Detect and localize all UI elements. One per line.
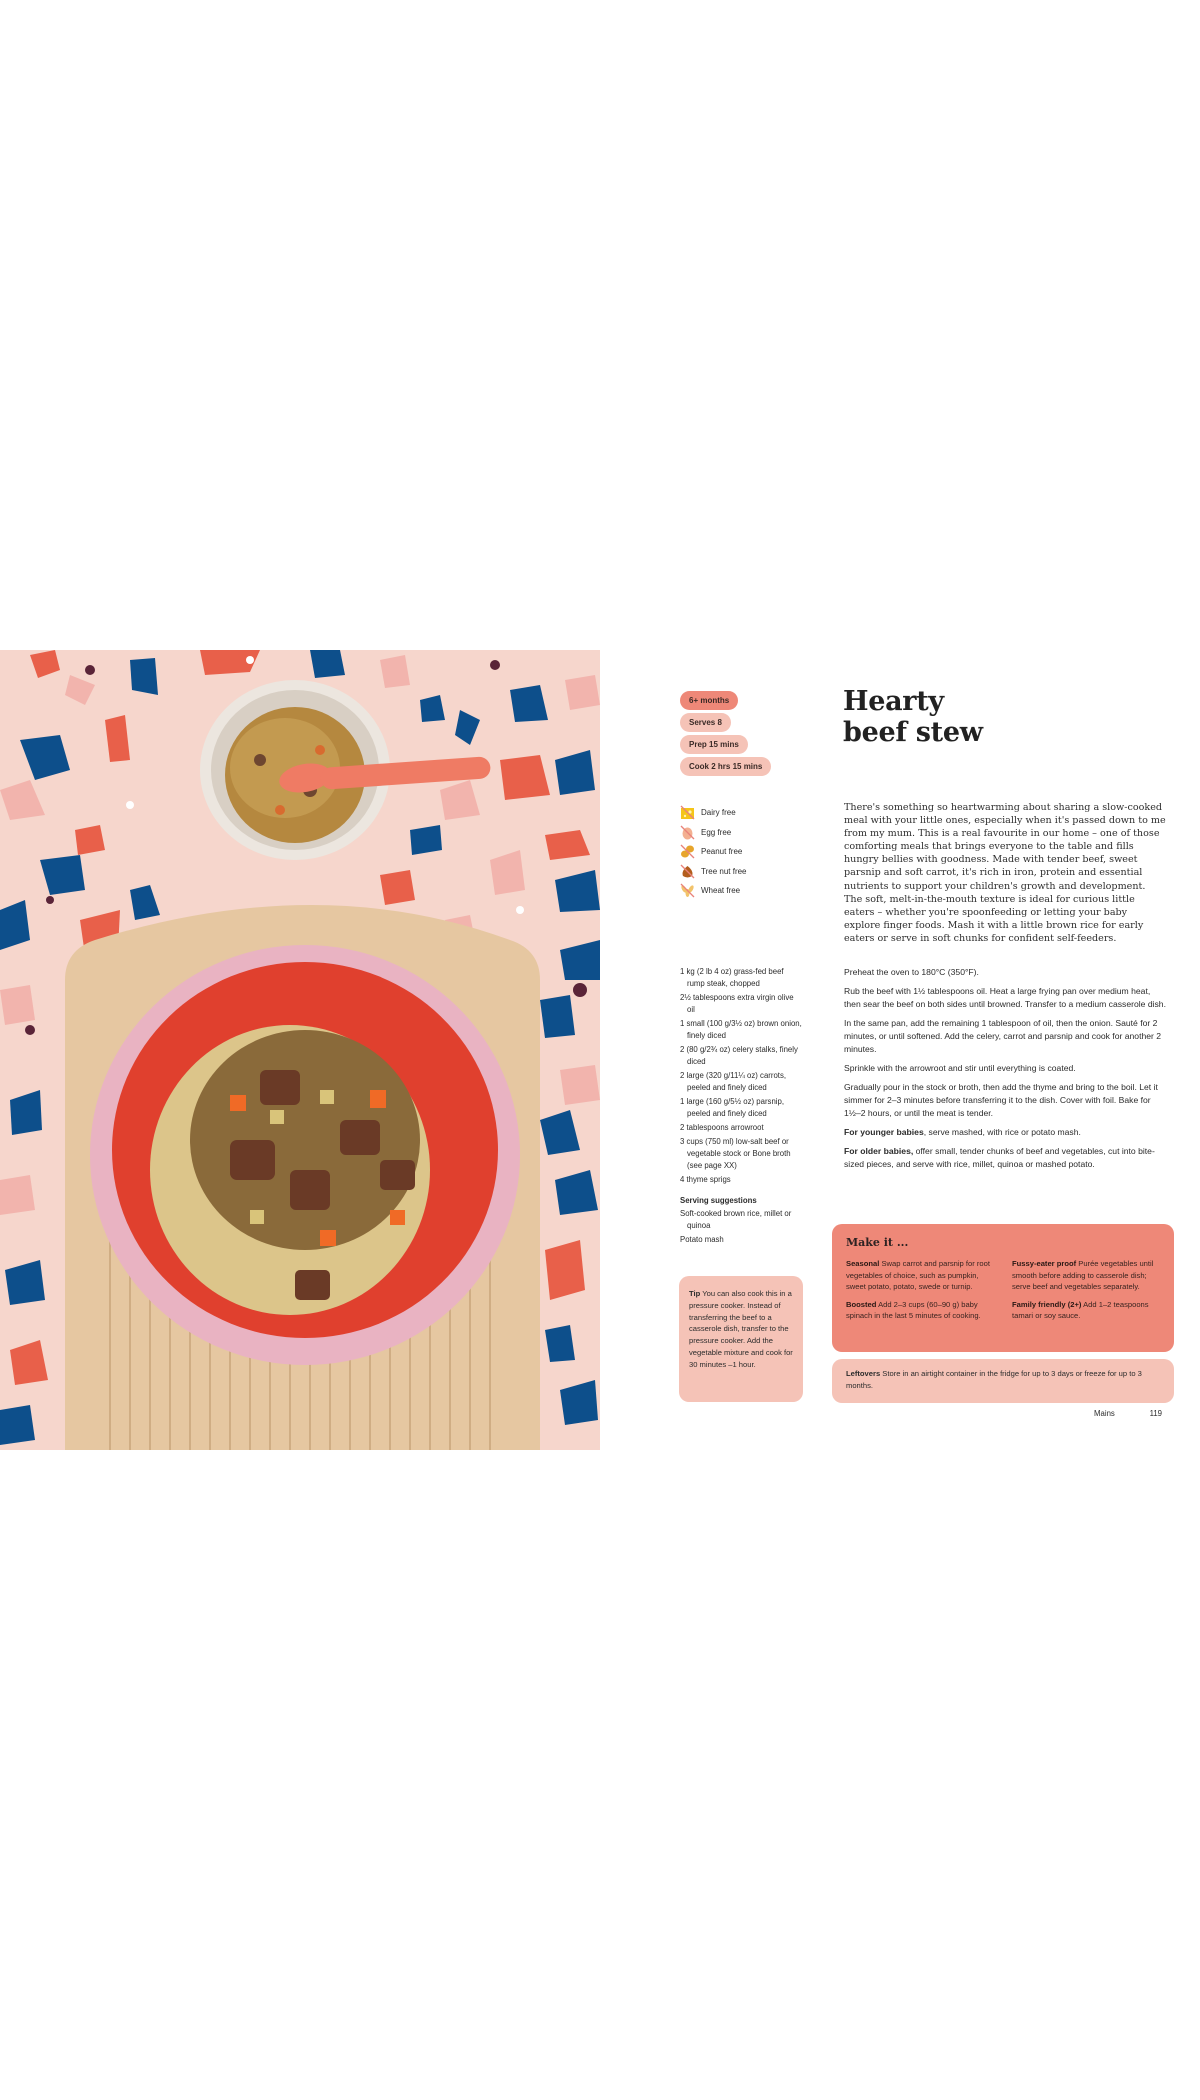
method-steps: [844, 966, 1168, 1177]
cheese-icon: [680, 805, 695, 820]
recipe-intro: There's something so heartwarming about sharing a slow-cooked meal with your little ones, especially when it's passed down to me from my mum. This is a real favourite in our home – one of those comforting meals that brings everyone to the table and fills hungry bellies with goodness. Made with tender beef, sweet parsnip and soft carrot, it's rich in iron, protein and essential nutrients to support your children's growth and development. The soft, melt-in-the-mouth texture is ideal for curious little eaters – whether you're spoonfeeding or letting your baby explore finger foods. Mash it with a little brown rice for early eaters or serve in soft chunks for confident self-feeders.: [844, 802, 1166, 944]
ingredient-list: [680, 966, 802, 1248]
make-it-fussy-eater: Fussy-eater proof Purée vegetables until smooth before adding to casserole dish; serve beef and vegetables separately.: [1012, 1259, 1154, 1292]
recipe-photo: [0, 650, 600, 1450]
leftovers-label: Leftovers: [846, 1369, 881, 1378]
allergen-wheat-free: Wheat free: [680, 881, 747, 901]
ingredient-item: 1 kg (2 lb 4 oz) grass-fed beef rump steak, chopped: [680, 967, 784, 988]
ingredient-item: 2½ tablespoons extra virgin olive oil: [680, 993, 794, 1014]
make-it-box: [832, 1224, 1174, 1352]
ingredient-item: 2 large (320 g/11¼ oz) carrots, peeled and finely diced: [680, 1071, 787, 1092]
allergen-peanut-free: Peanut free: [680, 842, 747, 862]
recipe-title: [843, 686, 1143, 748]
page-footer: [1094, 1409, 1162, 1418]
make-it-boosted: Boosted Add 2–3 cups (60–90 g) baby spinach in the last 5 minutes of cooking.: [846, 1299, 981, 1321]
make-it-seasonal: Seasonal Swap carrot and parsnip for root vegetables of choice, such as pumpkin, sweet potato, potato, swede or turnip.: [846, 1259, 990, 1292]
serving-item: Potato mash: [680, 1235, 724, 1244]
tip-box: [679, 1276, 803, 1402]
tree-nut-icon: [680, 864, 695, 879]
page-number: 119: [1149, 1409, 1162, 1418]
serving-item: Soft-cooked brown rice, millet or quinoa: [680, 1209, 792, 1230]
allergen-egg-free: Egg free: [680, 823, 747, 843]
ingredient-item: 2 tablespoons arrowroot: [680, 1123, 764, 1132]
age-pill: 6+ months: [680, 691, 738, 710]
main-bowl: [90, 945, 520, 1365]
serves-pill: Serves 8: [680, 713, 731, 732]
title-line-1: Hearty: [843, 686, 944, 717]
ingredient-item: 3 cups (750 ml) low-salt beef or vegetable stock or Bone broth (see page XX): [680, 1137, 791, 1170]
leftovers-box: [832, 1359, 1174, 1403]
serving-suggestions-heading: Serving suggestions: [680, 1196, 757, 1205]
method-step: Rub the beef with 1½ tablespoons oil. Heat a large frying pan over medium heat, then sear the beef on both sides until browned. Transfer to a medium casserole dish.: [844, 986, 1166, 1009]
wheat-icon: [680, 883, 695, 898]
ingredient-item: 1 large (160 g/5½ oz) parsnip, peeled and finely diced: [680, 1097, 785, 1118]
method-step: In the same pan, add the remaining 1 tablespoon of oil, then the onion. Sauté for 2 minutes, or until softened. Add the celery, carrot and parsnip and cook for another 2 minutes.: [844, 1018, 1162, 1054]
prep-time-pill: Prep 15 mins: [680, 735, 748, 754]
method-step-younger-babies: For younger babies, serve mashed, with rice or potato mash.: [844, 1127, 1081, 1137]
section-name: Mains: [1094, 1409, 1115, 1418]
ingredient-item: 2 (80 g/2¾ oz) celery stalks, finely diced: [680, 1045, 798, 1066]
cook-time-pill: Cook 2 hrs 15 mins: [680, 757, 771, 776]
allergen-dairy-free: Dairy free: [680, 803, 747, 823]
ingredient-item: 1 small (100 g/3½ oz) brown onion, finely diced: [680, 1019, 802, 1040]
make-it-title: Make it ...: [846, 1236, 909, 1249]
make-it-right-column: [1012, 1258, 1160, 1328]
recipe-info-pills: [680, 690, 771, 778]
make-it-family-friendly: Family friendly (2+) Add 1–2 teaspoons tamari or soy sauce.: [1012, 1299, 1149, 1321]
make-it-left-column: [846, 1258, 994, 1328]
tip-text: You can also cook this in a pressure cooker. Instead of transferring the beef to a casserole dish, transfer to the pressure cooker. Add the vegetable mixture and cook for 30 minutes –1 hour.: [689, 1289, 793, 1369]
method-step: Sprinkle with the arrowroot and stir until everything is coated.: [844, 1063, 1076, 1073]
egg-icon: [680, 825, 695, 840]
ingredient-item: 4 thyme sprigs: [680, 1175, 731, 1184]
leftovers-text: Store in an airtight container in the fridge for up to 3 days or freeze for up to 3 months.: [846, 1369, 1142, 1390]
allergen-tree-nut-free: Tree nut free: [680, 862, 747, 882]
peanut-icon: [680, 844, 695, 859]
method-step-older-babies: For older babies, offer small, tender chunks of beef and vegetables, cut into bite-sized pieces, and serve with rice, millet, quinoa or mashed potato.: [844, 1146, 1155, 1169]
allergen-list: [680, 803, 747, 901]
stew-photo-illustration: [0, 650, 600, 1450]
tip-label: Tip: [689, 1289, 701, 1298]
method-step: Preheat the oven to 180°C (350°F).: [844, 967, 979, 977]
title-line-2: beef stew: [843, 717, 983, 748]
method-step: Gradually pour in the stock or broth, then add the thyme and bring to the boil. Let it simmer for 2–3 minutes before transferring it to the dish. Cover with foil. Bake for 1½–2 hours, or until the meat is tender.: [844, 1082, 1158, 1118]
